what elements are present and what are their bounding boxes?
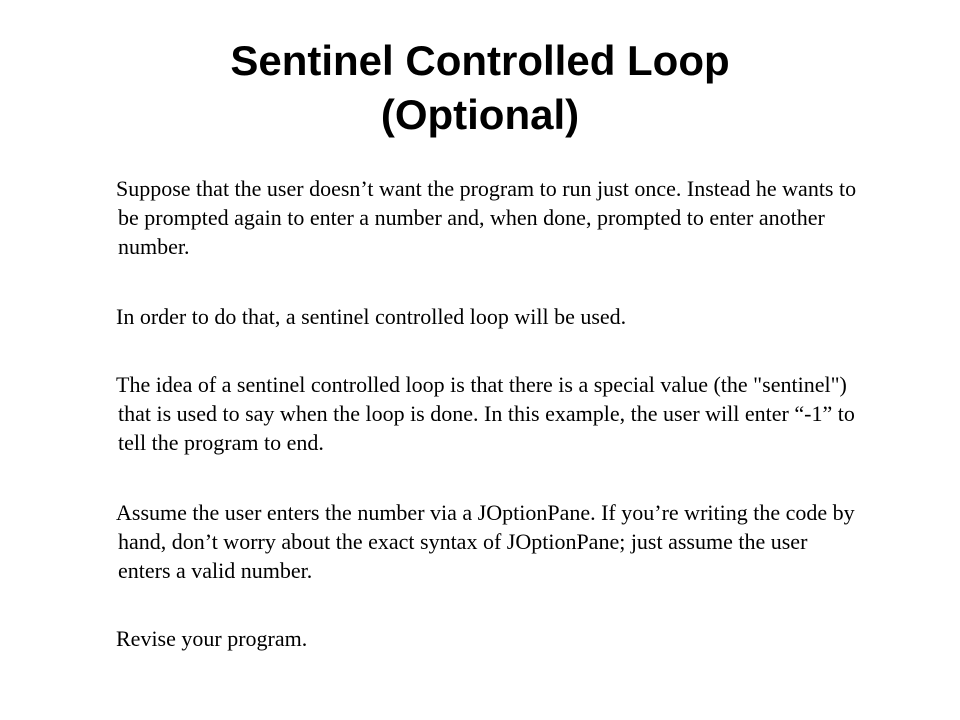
slide-title-line-2: (Optional) xyxy=(380,91,580,138)
slide-title-line-1: Sentinel Controlled Loop xyxy=(230,37,730,84)
paragraph-user-prompt: Suppose that the user doesn’t want the program to run just once. Instead he wants to be prompted again to enter a number and, when done, prompted to enter another number. xyxy=(116,176,857,259)
paragraph-joptionpane-note: Assume the user enters the number via a JOptionPane. If you’re writing the code by hand, don’t worry about the exact syntax of JOptionPane; just assume the user enters a valid number. xyxy=(116,500,855,583)
paragraph-revise-program: Revise your program. xyxy=(116,626,308,651)
paragraph-sentinel-idea: The idea of a sentinel controlled loop is that there is a special value (the "sentinel") that is used to say when the loop is done. In this example, the user will enter “-1” to tell the program to end. xyxy=(116,372,855,455)
slide-title xyxy=(80,34,880,142)
paragraph-sentinel-loop-intro: In order to do that, a sentinel controlled loop will be used. xyxy=(116,304,627,329)
